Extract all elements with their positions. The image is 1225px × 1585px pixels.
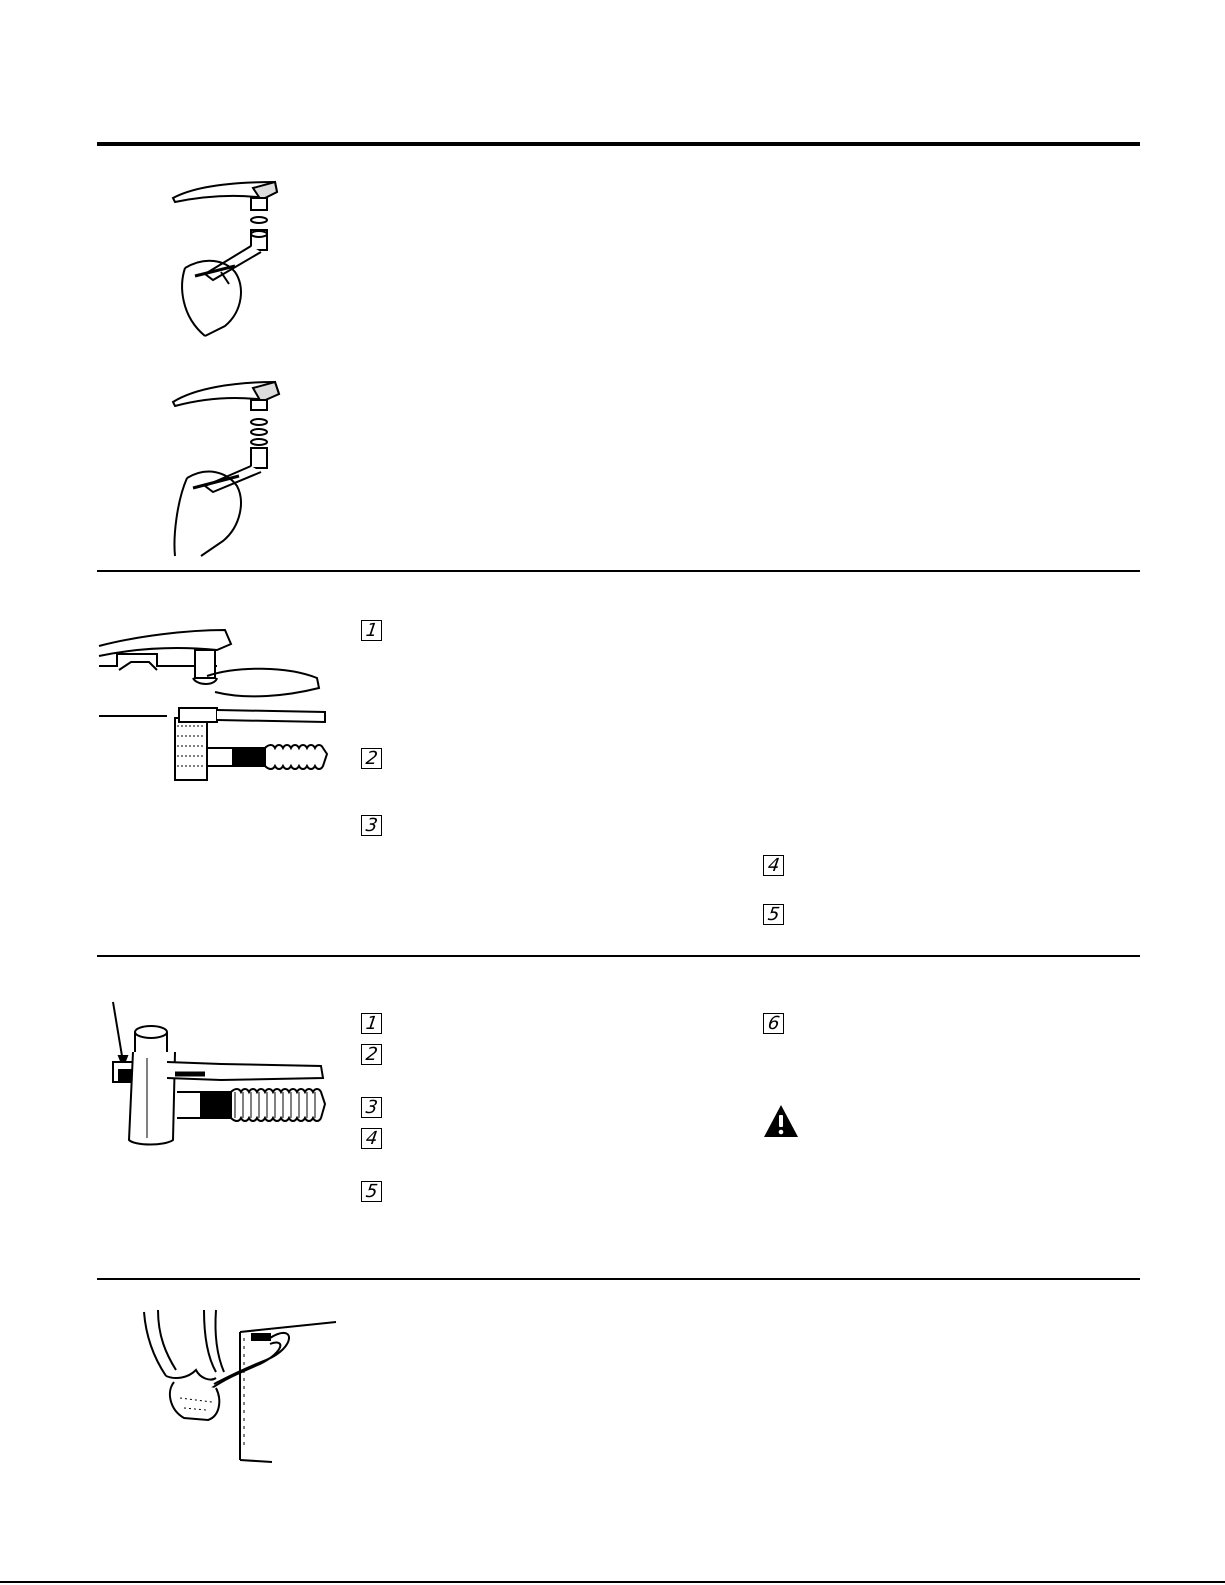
step-marker-6: 6 [763,1013,784,1034]
warning-triangle-icon [763,1104,799,1143]
section-divider-1 [97,570,1140,572]
step-marker-1: 1 [361,1013,382,1034]
faucet-adapter-illustration-1 [165,176,285,341]
step-marker-1: 1 [361,620,382,641]
step-marker-5: 5 [361,1181,382,1202]
faucet-adapter-illustration-2 [165,376,285,558]
section-divider-3 [97,1278,1140,1280]
coupler-release-illustration [105,1000,331,1150]
step-marker-4: 4 [763,855,784,876]
step-marker-2: 2 [361,1044,382,1065]
step-marker-3: 3 [361,815,382,836]
step-marker-2: 2 [361,748,382,769]
step-marker-3: 3 [361,1097,382,1118]
faucet-coupler-illustration [97,626,333,786]
header-rule [97,142,1140,146]
drain-hose-illustration [136,1308,340,1468]
section-divider-2 [97,955,1140,957]
page-bottom-rule [0,1581,1225,1583]
step-marker-4: 4 [361,1128,382,1149]
step-marker-5: 5 [763,904,784,925]
